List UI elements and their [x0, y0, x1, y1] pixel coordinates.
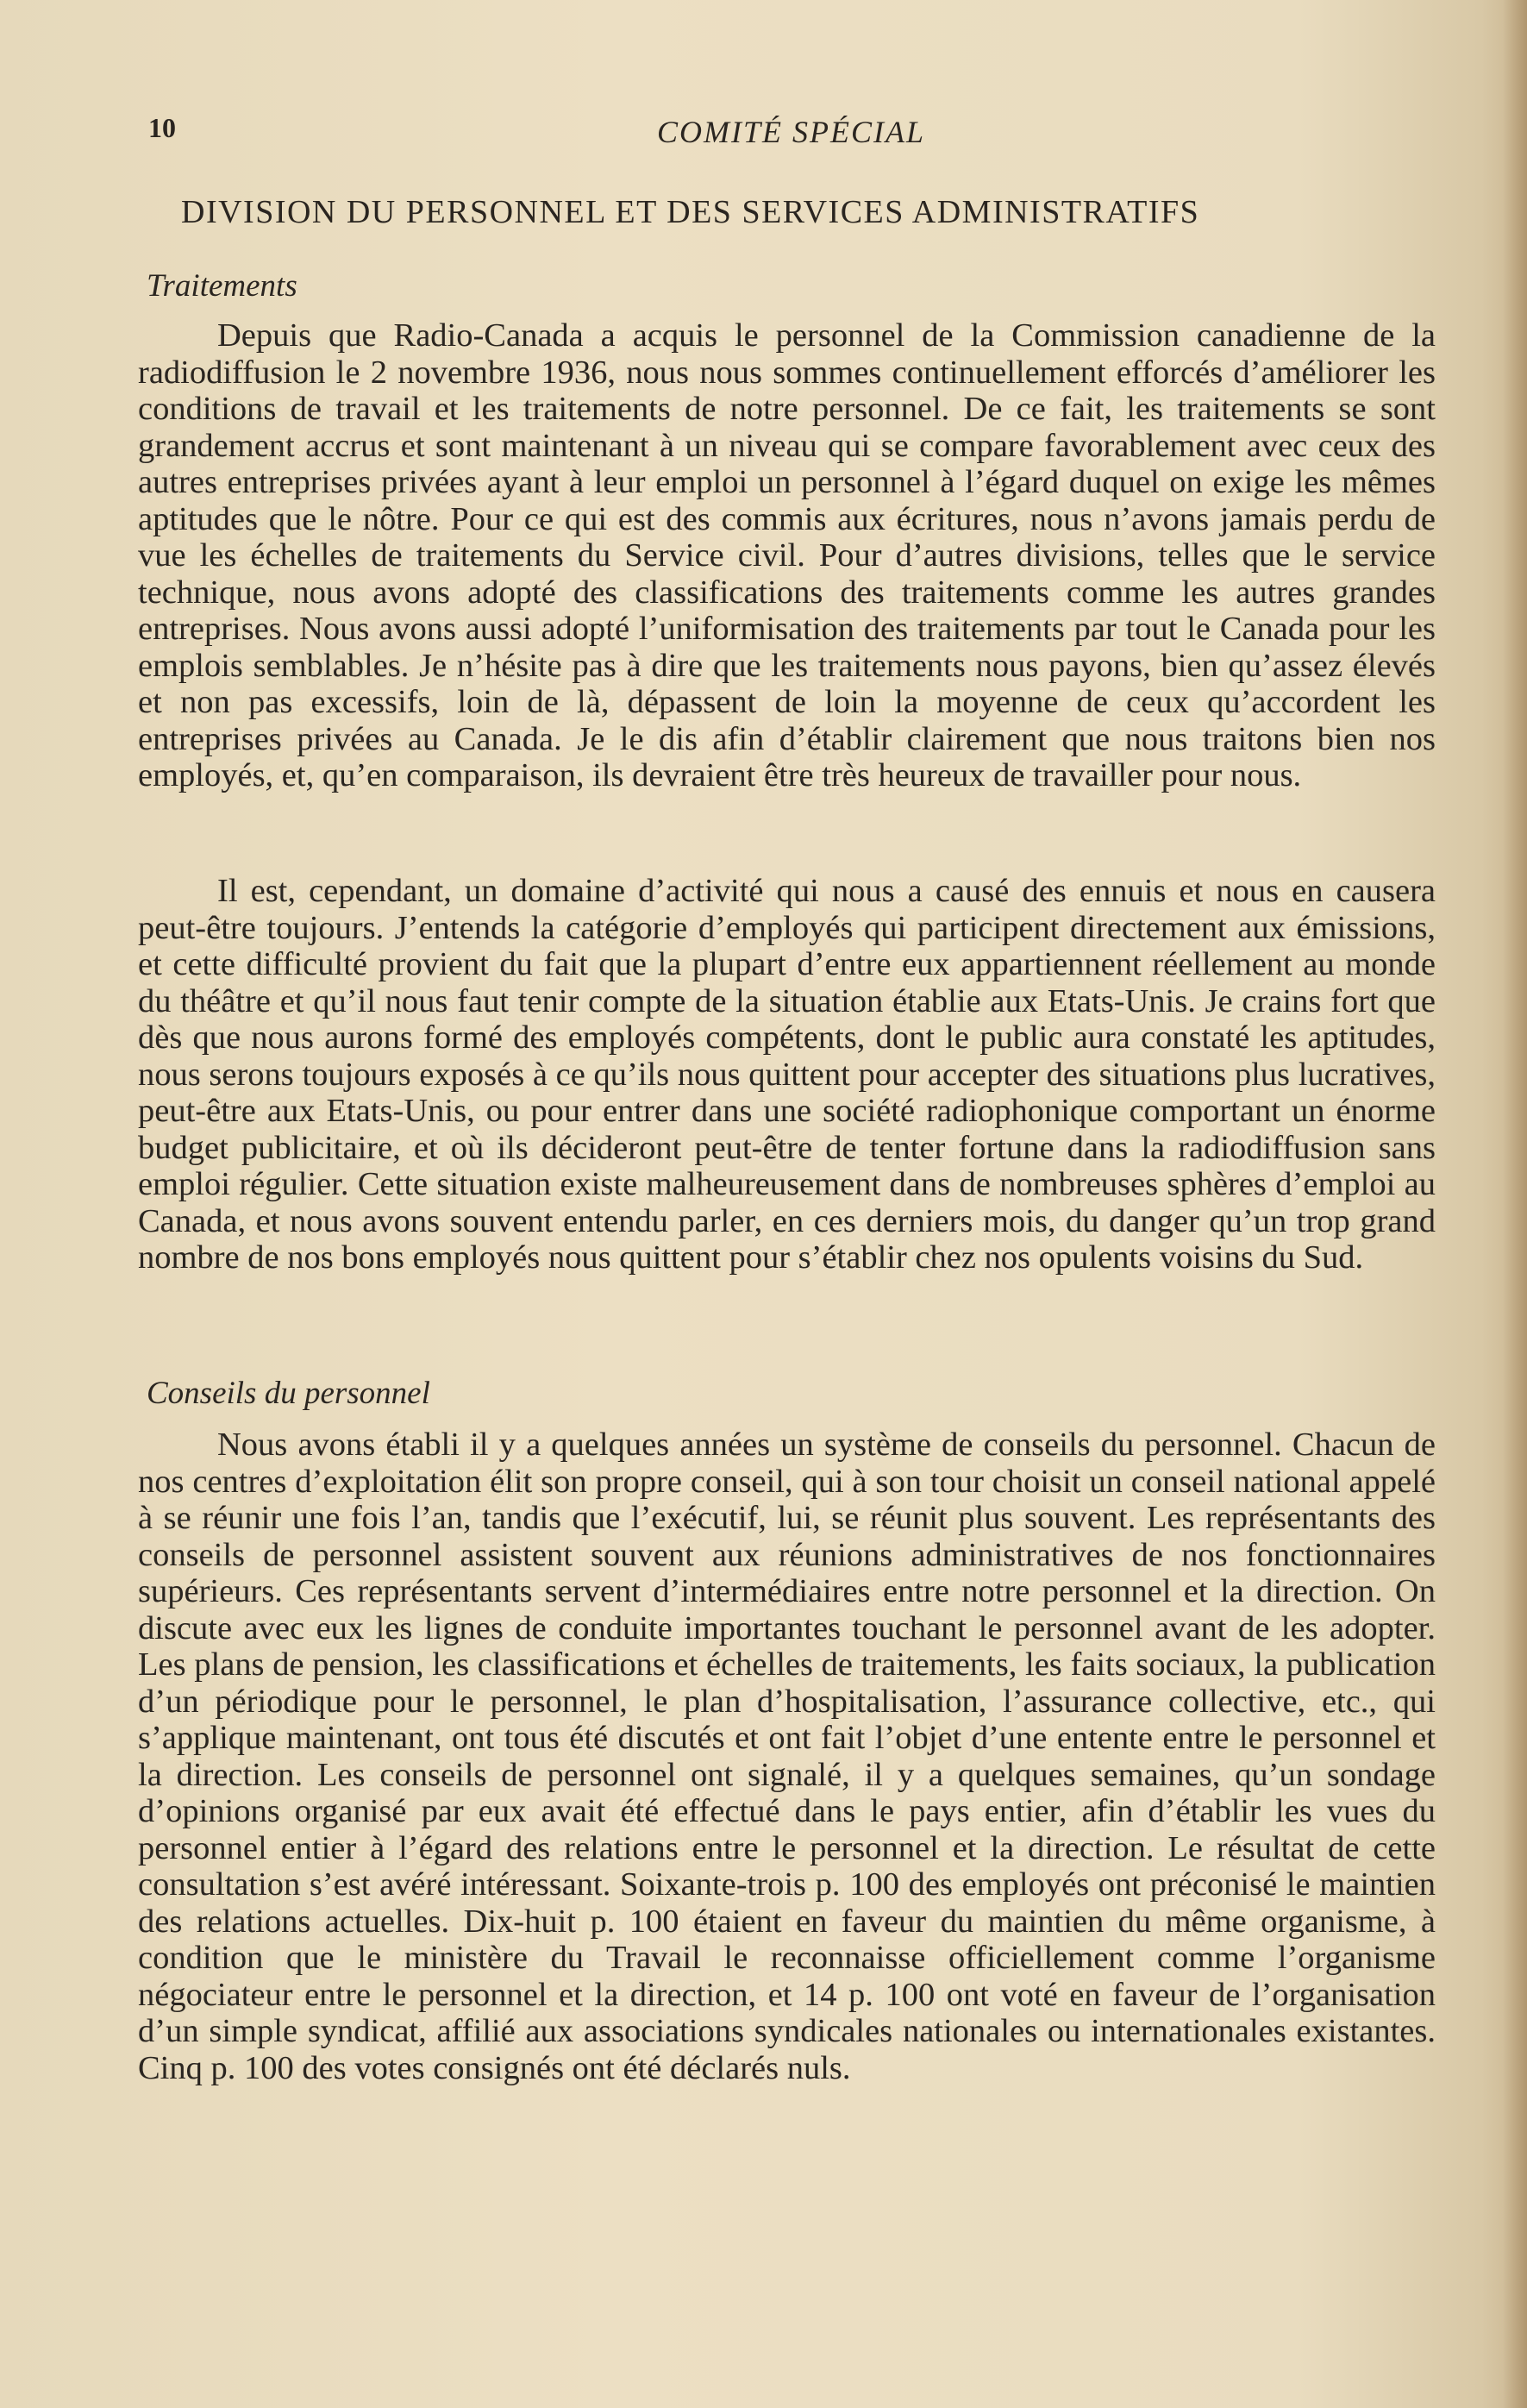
section-title: DIVISION DU PERSONNEL ET DES SERVICES ADMINISTRATIFS [181, 194, 1200, 230]
running-title: COMITÉ SPÉCIAL [657, 115, 925, 149]
running-head [148, 112, 1442, 155]
page-number: 10 [148, 112, 176, 143]
paragraph-traitements-1: Depuis que Radio-Canada a acquis le personnel de la Commission canadienne de la radiodiffusion le 2 novembre 1936, nous nous sommes continuellement efforcés d’améliorer les conditions de travail et les traitements de notre personnel. De ce fait, les traitements se sont grandement accrus et sont maintenant à un niveau qui se compare favorablement avec ceux des autres entreprises privées ayant à leur emploi un personnel à l’égard duquel on exige les mêmes aptitudes que le nôtre. Pour ce qui est des commis aux écritures, nous n’avons jamais perdu de vue les échelles de traitements du Service civil. Pour d’autres divisions, telles que le service technique, nous avons adopté des classifications des traitements comme les autres grandes entreprises. Nous avons aussi adopté l’uniformisation des traitements par tout le Canada pour les emplois semblables. Je n’hésite pas à dire que les traitements nous payons, bien qu’assez élevés et non pas excessifs, loin de là, dépassent de loin la moyenne de ceux qu’accordent les entreprises privées au Canada. Je le dis afin d’établir clairement que nous traitons bien nos employés, et, qu’en comparaison, ils devraient être très heureux de travailler pour nous. [138, 317, 1436, 793]
subheading-conseils-du-personnel: Conseils du personnel [147, 1376, 430, 1411]
subheading-traitements: Traitements [147, 268, 297, 304]
page-edge-shadow [1503, 0, 1527, 2408]
paragraph-traitements-2: Il est, cependant, un domaine d’activité qui nous a causé des ennuis et nous en causera peut-être toujours. J’entends la catégorie d’employés qui participent directement aux émissions, et cette difficulté provient du fait que la plupart d’entre eux appartiennent réellement au monde du théâtre et qu’il nous faut tenir compte de la situation établie aux Etats-Unis. Je crains fort que dès que nous aurons formé des employés compétents, dont le public aura constaté les aptitudes, nous serons toujours exposés à ce qu’ils nous quittent pour accepter des situations plus lucratives, peut-être aux Etats-Unis, ou pour entrer dans une société radiophonique comportant un énorme budget publicitaire, et où ils décideront peut-être de tenter fortune dans la radiodiffusion sans emploi régulier. Cette situation existe malheureusement dans de nombreuses sphères d’emploi au Canada, et nous avons souvent entendu parler, en ces derniers mois, du danger qu’un trop grand nombre de nos bons employés nous quittent pour s’établir chez nos opulents voisins du Sud. [138, 873, 1436, 1276]
paragraph-conseils-1: Nous avons établi il y a quelques années un système de conseils du personnel. Chacun de nos centres d’exploitation élit son propre conseil, qui à son tour choisit un conseil national appelé à se réunir une fois l’an, tandis que l’exécutif, lui, se réunit plus souvent. Les représentants des conseils de personnel assistent souvent aux réunions administratives de nos fonctionnaires supérieurs. Ces représentants servent d’intermédiaires entre notre personnel et la direction. On discute avec eux les lignes de conduite importantes touchant le personnel avant de les adopter. Les plans de pension, les classifications et échelles de traitements, les faits sociaux, la publication d’un périodique pour le personnel, le plan d’hospitalisation, l’assurance collective, etc., qui s’applique maintenant, ont tous été discutés et ont fait l’objet d’une entente entre le personnel et la direction. Les conseils de personnel ont signalé, il y a quelques semaines, qu’un sondage d’opinions organisé par eux avait été effectué dans le pays entier, afin d’établir les vues du personnel entier à l’égard des relations entre le personnel et la direction. Le résultat de cette consultation s’est avéré intéressant. Soixante-trois p. 100 des employés ont préconisé le maintien des relations actuelles. Dix-huit p. 100 étaient en faveur du maintien du même organisme, à condition que le ministère du Travail le reconnaisse officiellement comme l’organisme négociateur entre le personnel et la direction, et 14 p. 100 ont voté en faveur de l’organisation d’un simple syndicat, affilié aux associations syndicales nationales ou internationales existantes. Cinq p. 100 des votes consignés ont été déclarés nuls. [138, 1427, 1436, 2086]
